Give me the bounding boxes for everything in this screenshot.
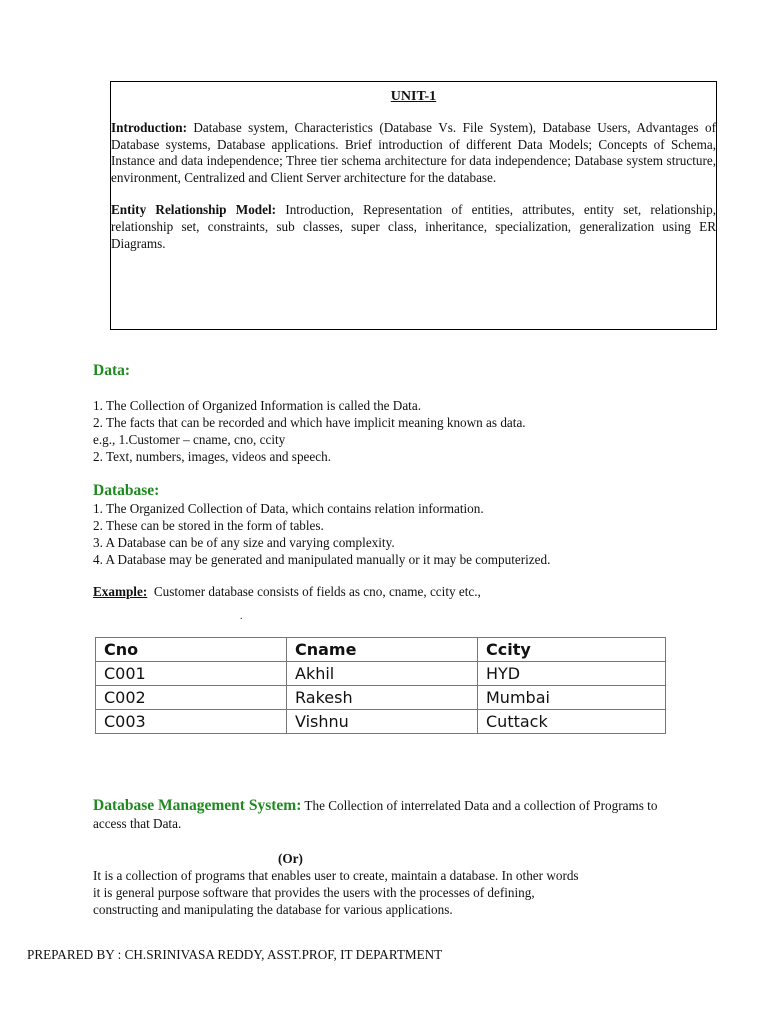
- er-model-text: Introduction, Representation of entities, attributes, entity set, relationship, relationship set, constraints, sub classes, super class, inheritance, specialization, generalization using ER Diagrams.: [111, 202, 716, 251]
- table-row: [96, 686, 666, 710]
- table-header-cname: Cname: [287, 638, 478, 662]
- table-cell: Cuttack: [478, 710, 666, 734]
- database-line-4: 4. A Database may be generated and manipulated manually or it may be computerized.: [93, 552, 551, 567]
- data-heading: Data:: [93, 362, 131, 379]
- example-text: Customer database consists of fields as cno, cname, ccity etc.,: [153, 584, 481, 599]
- database-line-1: 1. The Organized Collection of Data, which contains relation information.: [93, 501, 484, 516]
- data-line-2: 2. The facts that can be recorded and which have implicit meaning known as data.: [93, 415, 526, 430]
- database-definition-list: [93, 500, 550, 568]
- data-definition-list: [93, 397, 526, 465]
- customer-table: [95, 637, 666, 734]
- table-header-cno: Cno: [96, 638, 287, 662]
- database-line-2: 2. These can be stored in the form of tables.: [93, 518, 324, 533]
- table-cell: Akhil: [287, 662, 478, 686]
- introduction-text: Database system, Characteristics (Database Vs. File System), Database Users, Advantages of Database systems, Database applications. Brief introduction of different Data Models; Concepts of Schema, Instance and data independence; Three tier schema architecture for data independence; Database system structure, environment, Centralized and Client Server architecture for the database.: [111, 120, 716, 185]
- dbms-definition: [93, 797, 673, 833]
- table-row: [96, 662, 666, 686]
- unit-title: UNIT-1: [390, 89, 437, 104]
- introduction-paragraph: [111, 120, 716, 186]
- table-row: [96, 710, 666, 734]
- or-label: (Or): [278, 851, 303, 866]
- dbms-line-2: it is general purpose software that provides the users with the processes of defining,: [93, 885, 535, 900]
- er-model-label: Entity Relationship Model:: [111, 202, 277, 218]
- table-cell: C003: [96, 710, 287, 734]
- er-model-paragraph: [111, 202, 716, 252]
- dbms-alt-definition: [93, 867, 579, 918]
- data-line-3: e.g., 1.Customer – cname, cno, ccity: [93, 432, 286, 447]
- example-label: Example:: [93, 584, 148, 599]
- dbms-line-3: constructing and manipulating the database for various applications.: [93, 902, 453, 917]
- table-cell: Rakesh: [287, 686, 478, 710]
- table-cell: Vishnu: [287, 710, 478, 734]
- table-cell: C001: [96, 662, 287, 686]
- database-line-3: 3. A Database can be of any size and varying complexity.: [93, 535, 395, 550]
- stray-mark: .: [240, 611, 243, 622]
- prepared-by-footer: PREPARED BY : CH.SRINIVASA REDDY, ASST.PROF, IT DEPARTMENT: [27, 947, 443, 962]
- data-line-1: 1. The Collection of Organized Information is called the Data.: [93, 398, 421, 413]
- database-heading: Database:: [93, 482, 160, 499]
- table-cell: C002: [96, 686, 287, 710]
- table-header-ccity: Ccity: [478, 638, 666, 662]
- dbms-line-1: It is a collection of programs that enables user to create, maintain a database. In other words: [93, 868, 579, 883]
- table-cell: Mumbai: [478, 686, 666, 710]
- dbms-heading: Database Management System:: [93, 797, 302, 814]
- data-line-4: 2. Text, numbers, images, videos and speech.: [93, 449, 331, 464]
- dbms-text: The Collection of interrelated Data and a collection of Programs to access that Data.: [93, 798, 658, 831]
- table-header-row: [96, 638, 666, 662]
- table-cell: HYD: [478, 662, 666, 686]
- introduction-label: Introduction:: [111, 120, 187, 135]
- example-line: [93, 584, 481, 600]
- unit-syllabus-box: [110, 81, 717, 330]
